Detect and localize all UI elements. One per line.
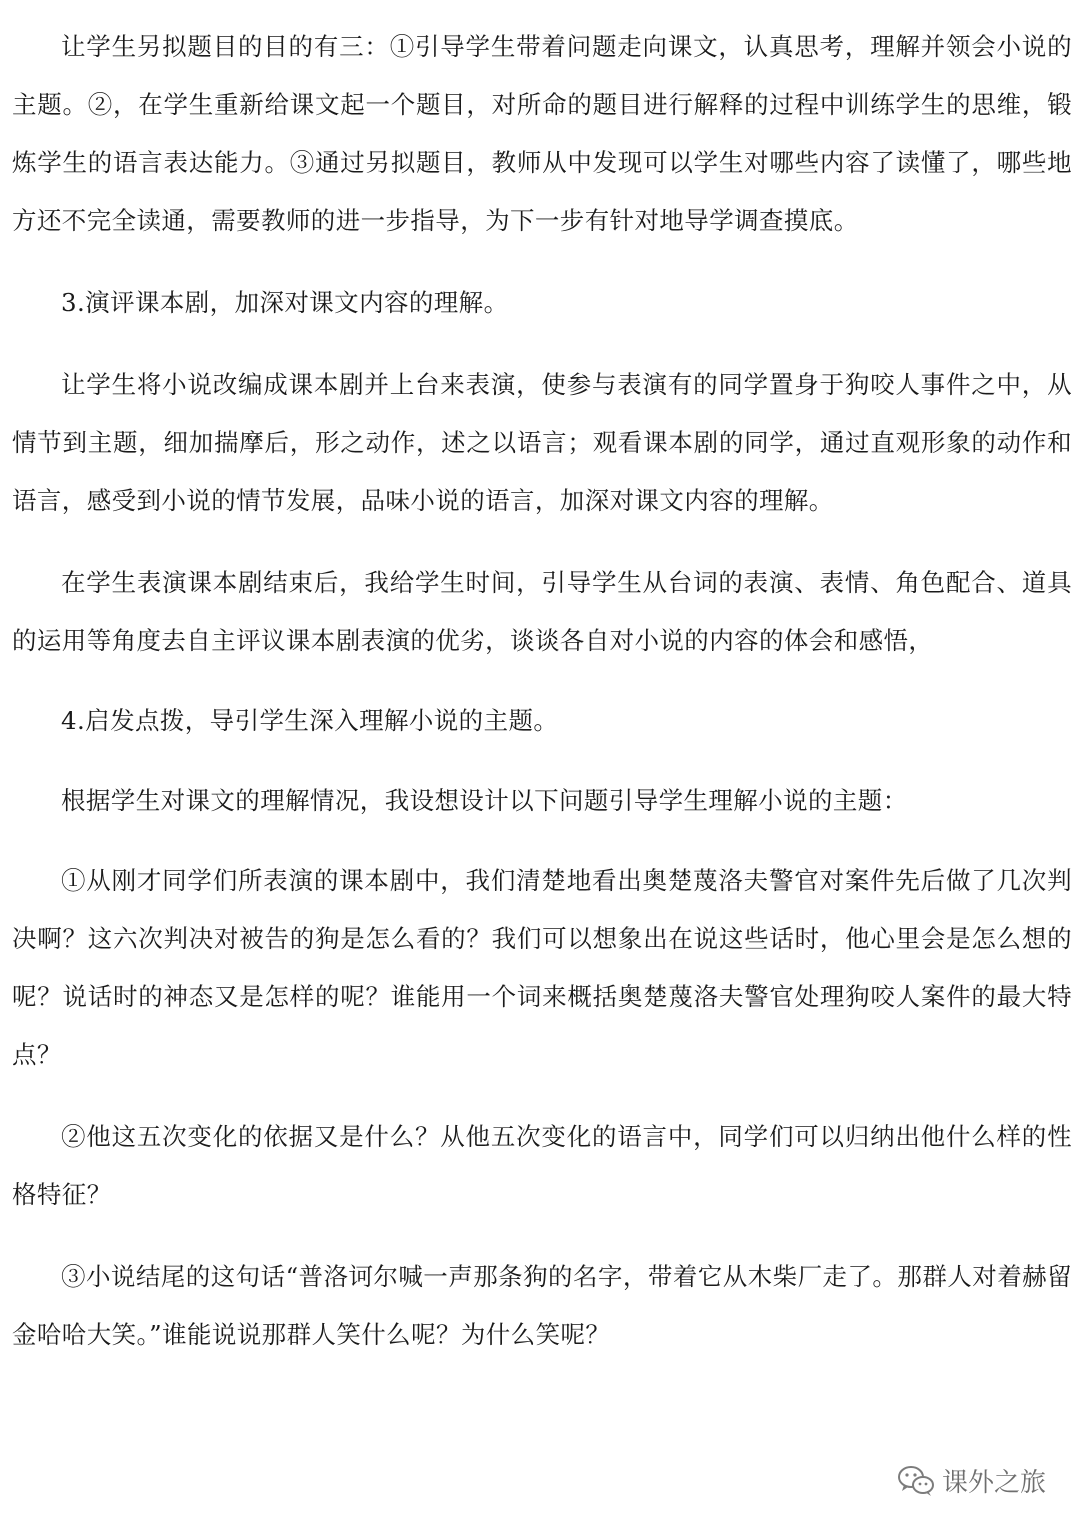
paragraph-question-3: ③小说结尾的这句话“普洛诃尔喊一声那条狗的名字，带着它从木柴厂走了。那群人对着赫留金哈哈大笑。”谁能说说那群人笑什么呢？为什么笑呢？: [12, 1262, 1072, 1349]
watermark-text: 课外之旅: [941, 1468, 1046, 1498]
watermark: [896, 1462, 1046, 1499]
paragraph-retitle-purpose: 让学生另拟题目的目的有三：①引导学生带着问题走向课文，认真思考，理解并领会小说的主题。②，在学生重新给课文起一个题目，对所命的题目进行解释的过程中训练学生的思维，锻炼学生的语言表达能力。③通过另拟题目，教师从中发现可以学生对哪些内容了读懂了，哪些地方还不完全读通，需要教师的进一步指导，为下一步有针对地导学调查摸底。: [12, 32, 1072, 235]
paragraph-question-1: ①从刚才同学们所表演的课本剧中，我们清楚地看出奥楚蔑洛夫警官对案件先后做了几次判决啊？这六次判决对被告的狗是怎么看的？我们可以想象出在说这些话时，他心里会是怎么想的呢？说话时的神态又是怎样的呢？谁能用一个词来概括奥楚蔑洛夫警官处理狗咬人案件的最大特点？: [12, 866, 1072, 1069]
wechat-icon: [896, 1464, 936, 1498]
heading-step-4: 4.启发点拨，导引学生深入理解小说的主题。: [61, 706, 559, 735]
heading-step-3: 3.演评课本剧，加深对课文内容的理解。: [61, 288, 509, 317]
paragraph-question-2: ②他这五次变化的依据又是什么？从他五次变化的语言中，同学们可以归纳出他什么样的性格特征？: [12, 1122, 1072, 1209]
paragraph-textbook-drama: 让学生将小说改编成课本剧并上台来表演，使参与表演有的同学置身于狗咬人事件之中，从情节到主题，细加揣摩后，形之动作，述之以语言；观看课本剧的同学，通过直观形象的动作和语言，感受到小说的情节发展，品味小说的语言，加深对课文内容的理解。: [12, 370, 1072, 515]
paragraph-drama-review: 在学生表演课本剧结束后，我给学生时间，引导学生从台词的表演、表情、角色配合、道具的运用等角度去自主评议课本剧表演的优劣，谈谈各自对小说的内容的体会和感悟，: [12, 568, 1072, 655]
paragraph-question-intro: 根据学生对课文的理解情况，我设想设计以下问题引导学生理解小说的主题：: [61, 786, 908, 815]
document-body: [12, 18, 1072, 1364]
